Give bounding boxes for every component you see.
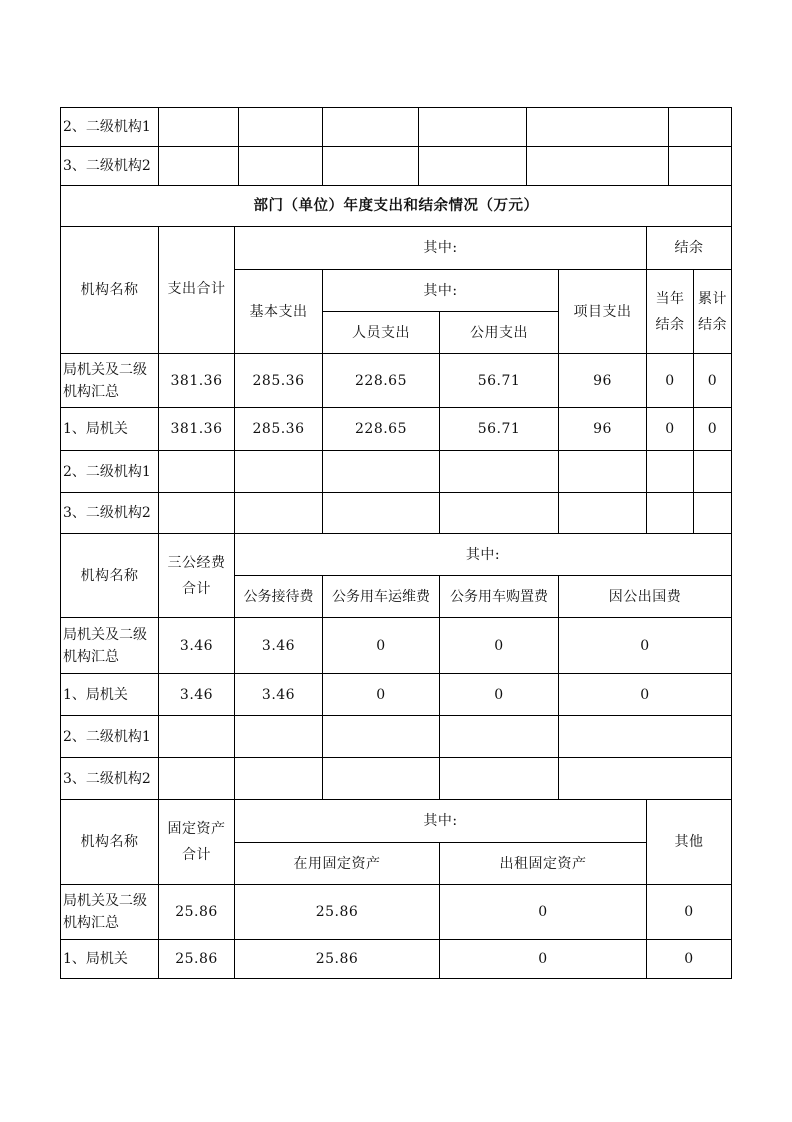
exp-header-basic: 基本支出 — [234, 269, 322, 353]
fa-row-leased: 0 — [439, 884, 646, 939]
tp-header-of-which: 其中: — [234, 533, 731, 575]
exp-row-personnel: 228.65 — [322, 407, 439, 450]
exp-row-current: 0 — [646, 407, 693, 450]
exp-row-personnel: 228.65 — [322, 353, 439, 407]
top-row-2-name: 3、二级机构2 — [60, 146, 158, 185]
tp-row-reception — [234, 715, 322, 757]
tp-row-vehicle-ops: 0 — [322, 673, 439, 715]
top-row-1-name: 2、二级机构1 — [60, 107, 158, 146]
exp-row-personnel — [322, 492, 439, 533]
exp-row-cumulative — [693, 450, 731, 492]
exp-header-of-which-sub: 其中: — [322, 269, 558, 311]
tp-row-overseas: 0 — [558, 673, 731, 715]
exp-row-public: 56.71 — [439, 407, 558, 450]
exp-row-public — [439, 450, 558, 492]
exp-row-basic — [234, 492, 322, 533]
top-row-1-cell — [668, 107, 731, 146]
fa-row-name: 局机关及二级机构汇总 — [60, 884, 158, 939]
exp-header-org-name: 机构名称 — [60, 226, 158, 353]
fa-row-total: 25.86 — [158, 884, 234, 939]
exp-header-personnel: 人员支出 — [322, 311, 439, 353]
tp-row-total — [158, 757, 234, 799]
fa-header-total: 固定资产合计 — [158, 799, 234, 884]
tp-row-overseas — [558, 757, 731, 799]
tp-header-total: 三公经费合计 — [158, 533, 234, 617]
exp-header-current-year: 当年结余 — [646, 269, 693, 353]
exp-row-total — [158, 450, 234, 492]
tp-row-name: 局机关及二级机构汇总 — [60, 617, 158, 673]
fa-row-in-use: 25.86 — [234, 884, 439, 939]
top-row-1-cell — [526, 107, 668, 146]
exp-header-public: 公用支出 — [439, 311, 558, 353]
fa-header-other: 其他 — [646, 799, 731, 884]
exp-row-name: 3、二级机构2 — [60, 492, 158, 533]
exp-row-project — [558, 450, 646, 492]
fa-row-name: 1、局机关 — [60, 939, 158, 978]
exp-row-current: 0 — [646, 353, 693, 407]
exp-header-of-which: 其中: — [234, 226, 646, 269]
exp-row-public: 56.71 — [439, 353, 558, 407]
tp-row-reception: 3.46 — [234, 673, 322, 715]
tp-row-vehicle-purchase — [439, 715, 558, 757]
exp-row-name: 2、二级机构1 — [60, 450, 158, 492]
tp-header-vehicle-purchase: 公务用车购置费 — [439, 575, 558, 617]
expenditure-title: 部门（单位）年度支出和结余情况（万元） — [60, 185, 731, 226]
fa-row-in-use: 25.86 — [234, 939, 439, 978]
top-row-1-cell — [418, 107, 526, 146]
top-row-2-cell — [526, 146, 668, 185]
exp-row-name: 1、局机关 — [60, 407, 158, 450]
exp-row-public — [439, 492, 558, 533]
exp-row-cumulative: 0 — [693, 353, 731, 407]
tp-row-vehicle-purchase: 0 — [439, 617, 558, 673]
top-row-2-cell — [418, 146, 526, 185]
exp-row-basic — [234, 450, 322, 492]
exp-row-project — [558, 492, 646, 533]
tp-row-total: 3.46 — [158, 617, 234, 673]
fa-header-org-name: 机构名称 — [60, 799, 158, 884]
exp-header-cumulative: 累计结余 — [693, 269, 731, 353]
exp-row-total — [158, 492, 234, 533]
exp-row-name: 局机关及二级机构汇总 — [60, 353, 158, 407]
tp-row-total — [158, 715, 234, 757]
exp-row-project: 96 — [558, 407, 646, 450]
top-row-2-cell — [668, 146, 731, 185]
table-bottom-border — [60, 978, 732, 979]
tp-row-vehicle-purchase — [439, 757, 558, 799]
exp-row-current — [646, 492, 693, 533]
fa-header-in-use: 在用固定资产 — [234, 842, 439, 884]
tp-row-name: 1、局机关 — [60, 673, 158, 715]
top-row-2-cell — [322, 146, 418, 185]
exp-row-total: 381.36 — [158, 407, 234, 450]
top-row-1-cell — [322, 107, 418, 146]
fa-row-leased: 0 — [439, 939, 646, 978]
tp-row-vehicle-ops — [322, 757, 439, 799]
tp-row-name: 3、二级机构2 — [60, 757, 158, 799]
fa-row-total: 25.86 — [158, 939, 234, 978]
top-row-1-cell — [158, 107, 238, 146]
fa-row-other: 0 — [646, 884, 731, 939]
tp-header-vehicle-ops: 公务用车运维费 — [322, 575, 439, 617]
exp-row-total: 381.36 — [158, 353, 234, 407]
tp-row-total: 3.46 — [158, 673, 234, 715]
exp-row-cumulative — [693, 492, 731, 533]
tp-row-reception: 3.46 — [234, 617, 322, 673]
top-row-1-cell — [238, 107, 322, 146]
fa-header-leased: 出租固定资产 — [439, 842, 646, 884]
tp-row-vehicle-ops: 0 — [322, 617, 439, 673]
tp-row-vehicle-purchase: 0 — [439, 673, 558, 715]
exp-row-cumulative: 0 — [693, 407, 731, 450]
fa-row-other: 0 — [646, 939, 731, 978]
exp-header-balance: 结余 — [646, 226, 731, 269]
exp-row-basic: 285.36 — [234, 353, 322, 407]
tp-row-reception — [234, 757, 322, 799]
table-right-border — [731, 107, 732, 979]
exp-row-project: 96 — [558, 353, 646, 407]
tp-row-overseas: 0 — [558, 617, 731, 673]
exp-row-basic: 285.36 — [234, 407, 322, 450]
exp-row-personnel — [322, 450, 439, 492]
tp-header-org-name: 机构名称 — [60, 533, 158, 617]
tp-row-name: 2、二级机构1 — [60, 715, 158, 757]
tp-row-overseas — [558, 715, 731, 757]
tp-header-overseas: 因公出国费 — [558, 575, 731, 617]
tp-header-reception: 公务接待费 — [234, 575, 322, 617]
exp-row-current — [646, 450, 693, 492]
fa-header-of-which: 其中: — [234, 799, 646, 842]
exp-header-project: 项目支出 — [558, 269, 646, 353]
top-row-2-cell — [238, 146, 322, 185]
top-row-2-cell — [158, 146, 238, 185]
tp-row-vehicle-ops — [322, 715, 439, 757]
exp-header-total: 支出合计 — [158, 226, 234, 353]
